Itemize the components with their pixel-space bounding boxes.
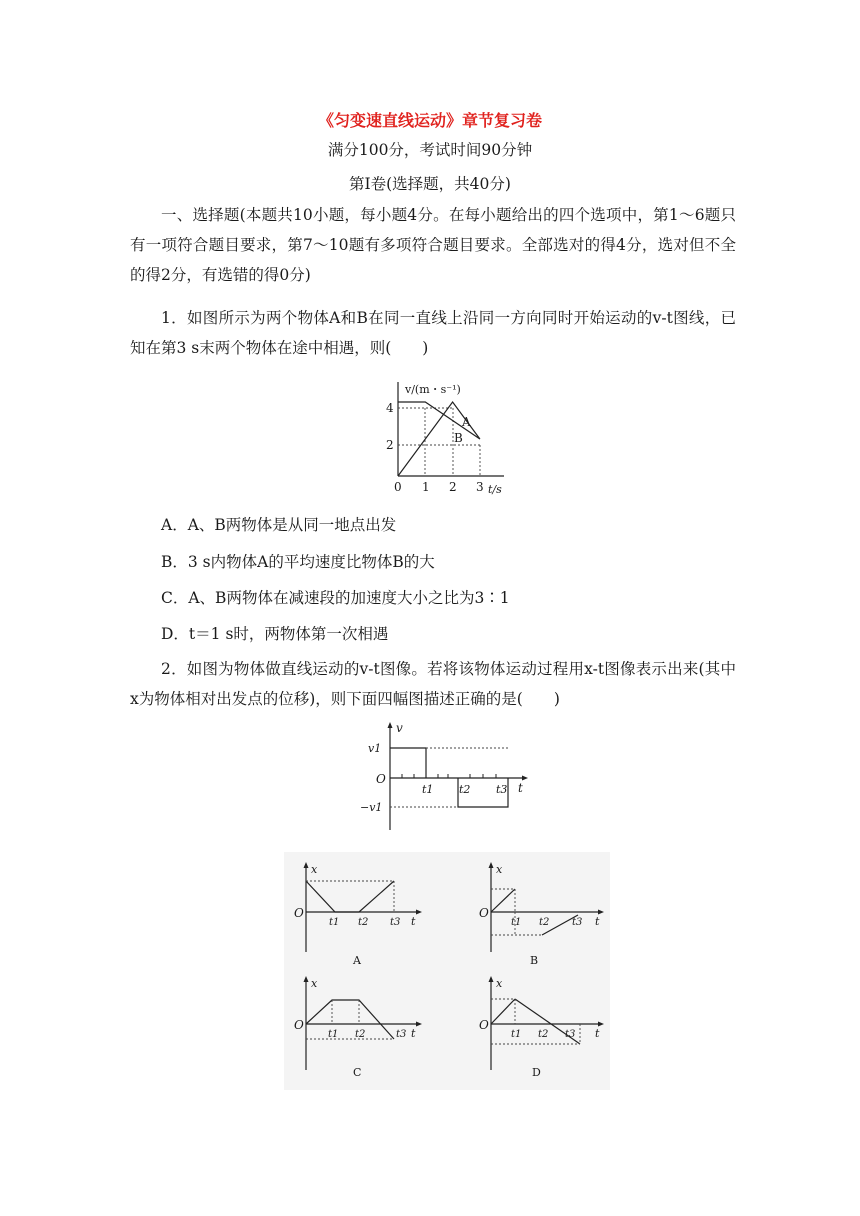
question-2-stem: 2．如图为物体做直线运动的v-t图像。若将该物体运动过程用x-t图像表示出来(其中x为物体相对出发点的位移)，则下面四幅图描述正确的是( ) <box>130 660 736 708</box>
svg-text:O: O <box>479 1018 489 1032</box>
q2-v1-label: v1 <box>368 742 382 755</box>
score-info: 满分100分，考试时间90分钟 <box>327 141 533 159</box>
svg-text:t3: t3 <box>565 1029 576 1040</box>
q1-option-c: C．A、B两物体在减速段的加速度大小之比为3∶1 <box>161 589 510 607</box>
q2-choice-a-label: A <box>353 954 361 967</box>
q1-y-tick-4: 4 <box>386 401 394 415</box>
svg-text:x: x <box>311 863 318 876</box>
q1-option-a: A．A、B两物体是从同一地点出发 <box>161 516 397 534</box>
q2-v-axis-label: v <box>396 721 403 735</box>
svg-text:x: x <box>496 863 503 876</box>
svg-text:t3: t3 <box>396 1029 407 1040</box>
q1-vt-chart <box>378 376 514 498</box>
q1-x-tick-0: 0 <box>394 480 402 494</box>
q2-t3-label: t3 <box>496 783 508 796</box>
q2-t2-label: t2 <box>459 783 471 796</box>
q1-x-tick-2: 2 <box>449 480 457 494</box>
q2-choice-b-label: B <box>530 954 539 967</box>
svg-text:x: x <box>496 977 503 990</box>
svg-text:t2: t2 <box>539 917 550 928</box>
svg-text:O: O <box>294 906 304 920</box>
svg-text:x: x <box>311 977 318 990</box>
q2-origin: O <box>376 772 386 786</box>
q1-option-b: B．3 s内物体A的平均速度比物体B的大 <box>161 553 435 571</box>
q2-neg-v1-label: −v1 <box>360 801 383 814</box>
svg-text:O: O <box>294 1018 304 1032</box>
svg-text:O: O <box>479 906 489 920</box>
q2-t-axis-label: t <box>518 781 523 795</box>
q1-label-b: B <box>454 431 463 445</box>
svg-text:t1: t1 <box>511 1029 522 1040</box>
q1-series-b-line <box>398 402 480 476</box>
q2-choice-d-label: D <box>532 1066 541 1079</box>
q1-x-tick-3: 3 <box>476 480 484 494</box>
svg-text:t1: t1 <box>511 917 522 928</box>
q1-x-tick-1: 1 <box>422 480 430 494</box>
q1-option-d: D．t＝1 s时，两物体第一次相遇 <box>161 625 389 643</box>
svg-text:t3: t3 <box>390 917 401 928</box>
q2-choice-c-label: C <box>353 1066 362 1079</box>
question-1-stem: 1．如图所示为两个物体A和B在同一直线上沿同一方向同时开始运动的v-t图线，已知在第3 s末两个物体在途中相遇，则( ) <box>130 309 736 357</box>
q2-choices-panel <box>284 852 610 1090</box>
q1-x-label: t/s <box>488 483 502 496</box>
svg-text:t1: t1 <box>328 1029 339 1040</box>
q1-y-tick-2: 2 <box>386 438 394 452</box>
svg-text:t2: t2 <box>538 1029 549 1040</box>
q2-vt-chart <box>338 718 530 834</box>
section-instructions: 一、选择题(本题共10小题，每小题4分。在每小题给出的四个选项中，第1～6题只有一项符合题目要求，第7～10题有多项符合题目要求。全部选对的得4分，选对但不全的得2分，有选错的得0分) <box>130 206 736 284</box>
svg-text:t: t <box>411 915 416 928</box>
exam-title: 《匀变速直线运动》章节复习卷 <box>317 111 542 130</box>
svg-text:t2: t2 <box>358 917 369 928</box>
q1-label-a: A <box>462 415 471 429</box>
q1-y-label: v/(m・s⁻¹) <box>405 383 461 396</box>
svg-text:t1: t1 <box>329 917 340 928</box>
q2-t1-label: t1 <box>422 783 434 796</box>
part-title: 第Ⅰ卷(选择题，共40分) <box>349 175 511 193</box>
svg-text:t: t <box>595 915 600 928</box>
svg-text:t: t <box>595 1027 600 1040</box>
svg-text:t2: t2 <box>355 1029 366 1040</box>
svg-text:t: t <box>411 1027 416 1040</box>
svg-text:t3: t3 <box>572 917 583 928</box>
